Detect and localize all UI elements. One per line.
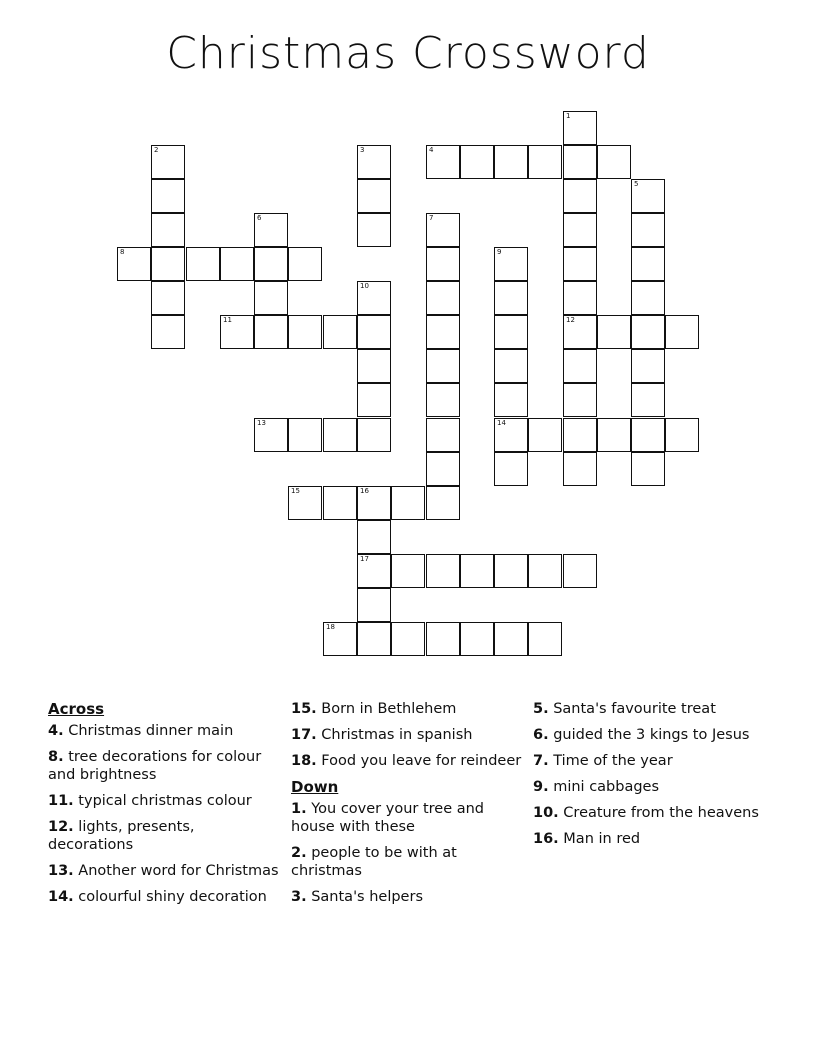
clue-number: 2.	[291, 845, 307, 861]
grid-cell[interactable]	[460, 554, 494, 588]
grid-cell[interactable]	[528, 418, 562, 452]
clue-number: 5.	[533, 701, 549, 717]
clue-number: 3	[360, 146, 365, 154]
clue-text: Creature from the heavens	[558, 805, 759, 821]
grid-cell[interactable]	[426, 622, 460, 656]
grid-cell[interactable]	[357, 554, 391, 588]
clue-item	[533, 726, 768, 744]
grid-cell[interactable]	[357, 315, 391, 349]
grid-cell[interactable]	[357, 145, 391, 179]
grid-cell[interactable]	[254, 418, 288, 452]
grid-cell[interactable]	[563, 315, 597, 349]
grid-cell[interactable]	[288, 486, 322, 520]
clue-number: 14.	[48, 889, 74, 905]
grid-cell[interactable]	[460, 145, 494, 179]
clue-item	[48, 888, 283, 906]
clue-number: 10.	[533, 805, 559, 821]
clue-text: colourful shiny decoration	[73, 889, 267, 905]
clue-number: 4.	[48, 723, 64, 739]
grid-cell[interactable]	[563, 179, 597, 213]
grid-cell[interactable]	[631, 452, 665, 486]
grid-cell[interactable]	[597, 418, 631, 452]
clue-number: 12	[566, 316, 575, 324]
clue-item	[291, 800, 526, 836]
clue-item	[533, 700, 768, 718]
clue-item	[291, 726, 526, 744]
grid-cell[interactable]	[426, 145, 460, 179]
clue-item	[291, 888, 526, 906]
grid-cell[interactable]	[357, 588, 391, 622]
clue-number: 2	[154, 146, 159, 154]
grid-cell[interactable]	[563, 383, 597, 417]
across-heading: Across	[48, 700, 105, 718]
clue-number: 9.	[533, 779, 549, 795]
grid-cell[interactable]	[254, 315, 288, 349]
clue-text: typical christmas colour	[73, 793, 252, 809]
grid-cell[interactable]	[426, 213, 460, 247]
grid-cell[interactable]	[288, 247, 322, 281]
grid-cell[interactable]	[494, 554, 528, 588]
grid-cell[interactable]	[563, 554, 597, 588]
grid-cell[interactable]	[151, 281, 185, 315]
grid-cell[interactable]	[323, 622, 357, 656]
grid-cell[interactable]	[254, 281, 288, 315]
clue-item	[48, 862, 283, 880]
clue-text: tree decorations for colour and brightness	[48, 749, 262, 783]
grid-cell[interactable]	[494, 349, 528, 383]
clue-text: people to be with at christmas	[291, 845, 457, 879]
clue-number: 15.	[291, 701, 317, 717]
clues-column-2	[291, 700, 526, 914]
clue-number: 17.	[291, 727, 317, 743]
grid-cell[interactable]	[323, 418, 357, 452]
grid-cell[interactable]	[426, 452, 460, 486]
clue-text: Christmas dinner main	[63, 723, 234, 739]
grid-cell[interactable]	[426, 418, 460, 452]
grid-cell[interactable]	[563, 349, 597, 383]
clue-number: 9	[497, 248, 502, 256]
clue-text: lights, presents, decorations	[48, 819, 195, 853]
grid-cell[interactable]	[151, 247, 185, 281]
clue-item	[48, 818, 283, 854]
grid-cell[interactable]	[563, 213, 597, 247]
clue-number: 18	[326, 623, 335, 631]
grid-cell[interactable]	[288, 418, 322, 452]
clue-text: Christmas in spanish	[316, 727, 473, 743]
grid-cell[interactable]	[563, 452, 597, 486]
grid-cell[interactable]	[563, 418, 597, 452]
clue-text: Time of the year	[548, 753, 673, 769]
clue-text: Santa's favourite treat	[548, 701, 716, 717]
grid-cell[interactable]	[220, 247, 254, 281]
grid-cell[interactable]	[494, 145, 528, 179]
grid-cell[interactable]	[288, 315, 322, 349]
clue-number: 1	[566, 112, 571, 120]
grid-cell[interactable]	[460, 622, 494, 656]
grid-cell[interactable]	[494, 247, 528, 281]
clue-number: 13	[257, 419, 266, 427]
clues-column-1	[48, 700, 283, 914]
grid-cell[interactable]	[151, 213, 185, 247]
grid-cell[interactable]	[357, 486, 391, 520]
clue-item	[48, 722, 283, 740]
clue-number: 4	[429, 146, 434, 154]
clue-number: 5	[634, 180, 639, 188]
clue-item	[533, 830, 768, 848]
grid-cell[interactable]	[357, 418, 391, 452]
clue-number: 16.	[533, 831, 559, 847]
grid-cell[interactable]	[426, 247, 460, 281]
grid-cell[interactable]	[391, 622, 425, 656]
grid-cell[interactable]	[254, 213, 288, 247]
grid-cell[interactable]	[426, 315, 460, 349]
grid-cell[interactable]	[528, 622, 562, 656]
clue-item	[291, 700, 526, 718]
grid-cell[interactable]	[357, 622, 391, 656]
clue-number: 11	[223, 316, 232, 324]
grid-cell[interactable]	[528, 554, 562, 588]
clue-item	[48, 792, 283, 810]
clue-number: 18.	[291, 753, 317, 769]
clue-item	[533, 804, 768, 822]
grid-cell[interactable]	[494, 418, 528, 452]
grid-cell[interactable]	[631, 213, 665, 247]
grid-cell[interactable]	[563, 145, 597, 179]
clue-number: 11.	[48, 793, 74, 809]
clue-number: 8	[120, 248, 125, 256]
grid-cell[interactable]	[426, 554, 460, 588]
clue-text: Santa's helpers	[306, 889, 423, 905]
grid-cell[interactable]	[597, 315, 631, 349]
grid-cell[interactable]	[631, 247, 665, 281]
grid-cell[interactable]	[357, 349, 391, 383]
grid-cell[interactable]	[151, 179, 185, 213]
clue-number: 8.	[48, 749, 64, 765]
clue-number: 7.	[533, 753, 549, 769]
grid-cell[interactable]	[631, 349, 665, 383]
grid-cell[interactable]	[631, 281, 665, 315]
down-heading: Down	[291, 778, 339, 796]
grid-cell[interactable]	[631, 179, 665, 213]
grid-cell[interactable]	[494, 315, 528, 349]
grid-cell[interactable]	[426, 486, 460, 520]
grid-cell[interactable]	[494, 622, 528, 656]
clues-column-3	[533, 700, 768, 856]
clue-item	[291, 752, 526, 770]
grid-cell[interactable]	[494, 452, 528, 486]
grid-cell[interactable]	[597, 145, 631, 179]
grid-cell[interactable]	[631, 315, 665, 349]
grid-cell[interactable]	[563, 247, 597, 281]
clue-item	[533, 752, 768, 770]
grid-cell[interactable]	[426, 349, 460, 383]
clue-number: 12.	[48, 819, 74, 835]
clue-number: 6	[257, 214, 262, 222]
clue-number: 17	[360, 555, 369, 563]
clue-number: 6.	[533, 727, 549, 743]
clue-number: 3.	[291, 889, 307, 905]
grid-cell[interactable]	[665, 315, 699, 349]
clue-item	[291, 844, 526, 880]
grid-cell[interactable]	[357, 520, 391, 554]
grid-cell[interactable]	[151, 145, 185, 179]
grid-cell[interactable]	[563, 111, 597, 145]
page-title: Christmas Crossword	[166, 28, 650, 79]
grid-cell[interactable]	[357, 281, 391, 315]
grid-cell[interactable]	[254, 247, 288, 281]
grid-cell[interactable]	[151, 315, 185, 349]
grid-cell[interactable]	[323, 315, 357, 349]
grid-cell[interactable]	[357, 383, 391, 417]
grid-cell[interactable]	[631, 383, 665, 417]
grid-cell[interactable]	[426, 281, 460, 315]
grid-cell[interactable]	[631, 418, 665, 452]
grid-cell[interactable]	[220, 315, 254, 349]
grid-cell[interactable]	[494, 281, 528, 315]
clue-text: You cover your tree and house with these	[291, 801, 485, 835]
clue-text: Another word for Christmas	[73, 863, 279, 879]
grid-cell[interactable]	[528, 145, 562, 179]
grid-cell[interactable]	[117, 247, 151, 281]
clue-number: 14	[497, 419, 506, 427]
grid-cell[interactable]	[391, 554, 425, 588]
clue-item	[533, 778, 768, 796]
grid-cell[interactable]	[563, 281, 597, 315]
clue-text: Man in red	[558, 831, 641, 847]
grid-cell[interactable]	[665, 418, 699, 452]
clue-number: 15	[291, 487, 300, 495]
clue-number: 10	[360, 282, 369, 290]
grid-cell[interactable]	[494, 383, 528, 417]
clue-text: mini cabbages	[548, 779, 660, 795]
grid-cell[interactable]	[357, 213, 391, 247]
grid-cell[interactable]	[391, 486, 425, 520]
clue-text: Food you leave for reindeer	[316, 753, 522, 769]
clue-number: 16	[360, 487, 369, 495]
clue-number: 13.	[48, 863, 74, 879]
grid-cell[interactable]	[357, 179, 391, 213]
clue-number: 1.	[291, 801, 307, 817]
clue-item	[48, 748, 283, 784]
grid-cell[interactable]	[323, 486, 357, 520]
clue-text: Born in Bethlehem	[316, 701, 457, 717]
grid-cell[interactable]	[426, 383, 460, 417]
clue-text: guided the 3 kings to Jesus	[548, 727, 750, 743]
grid-cell[interactable]	[186, 247, 220, 281]
clue-number: 7	[429, 214, 434, 222]
